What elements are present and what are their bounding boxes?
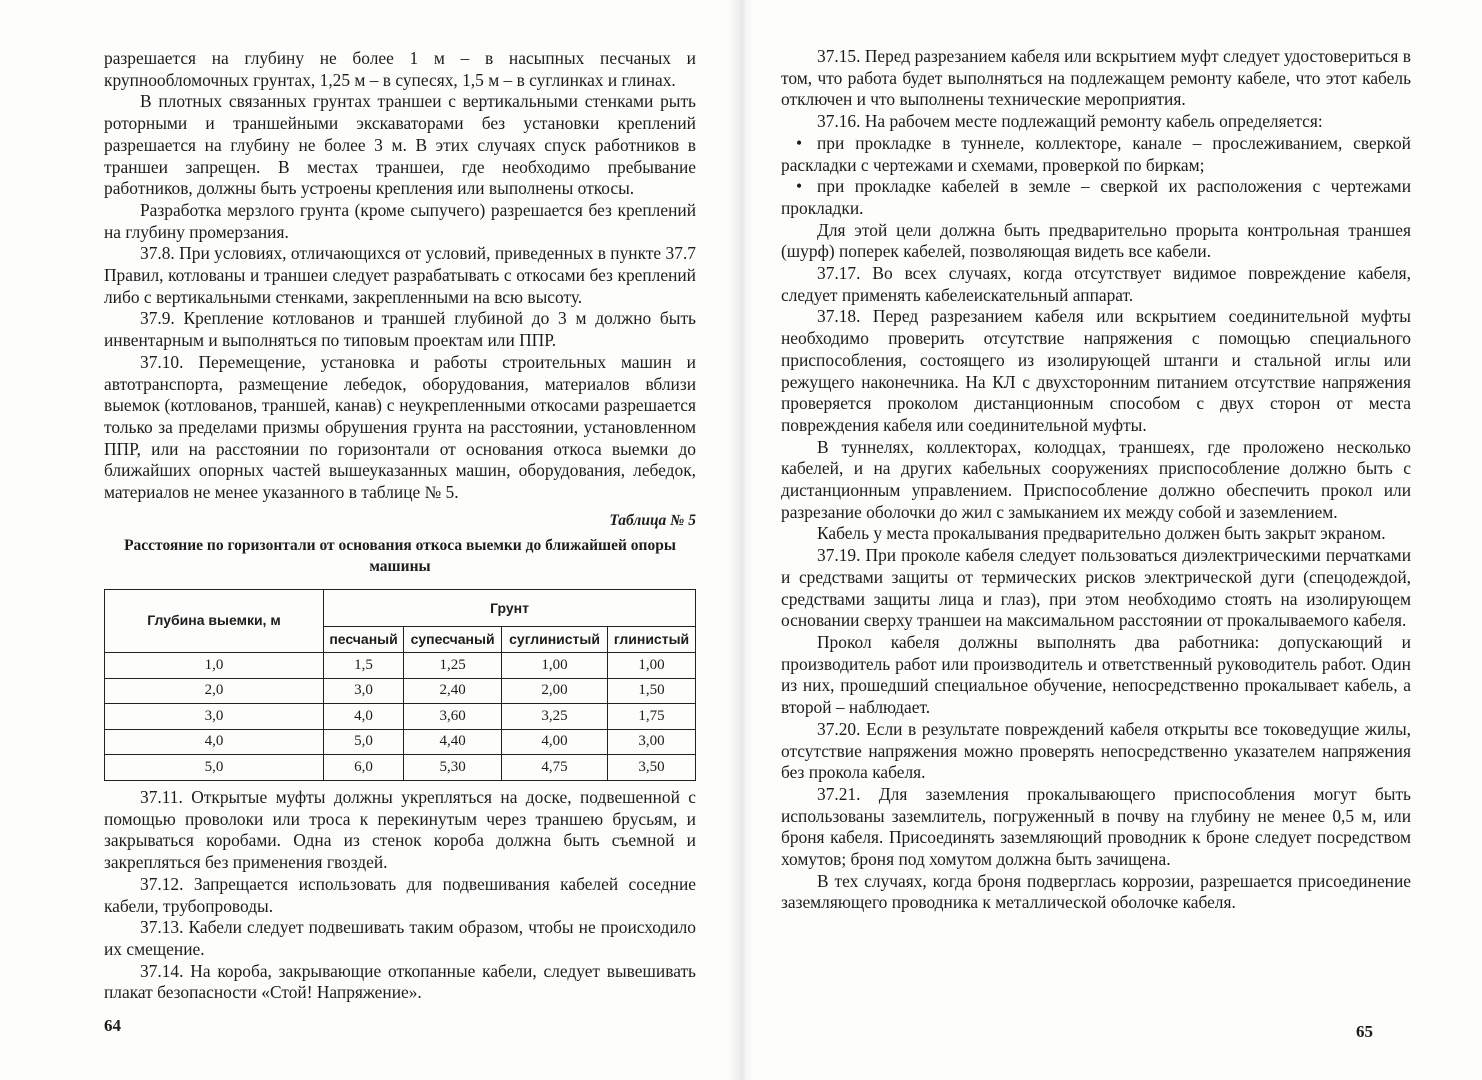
table-cell: 5,0 [324, 729, 404, 755]
table-cell: 2,40 [404, 678, 502, 704]
paragraph: 37.20. Если в результате повреждений кабеля открыты все токоведущие жилы, отсутствие напряжения можно проверять непосредственно указателем напряжения без прокола кабеля. [781, 718, 1411, 783]
right-page [741, 0, 1482, 1080]
paragraph: 37.11. Открытые муфты должны укрепляться на доске, подвешенной с помощью проволоки или троса к перекинутым через траншею брусьям, и закрываться коробами. Одна из стенок короба должна быть съемной и закрепляться без применения гвоздей. [104, 787, 696, 873]
table-cell: 1,00 [608, 653, 696, 679]
table-cell: 1,00 [502, 653, 608, 679]
distance-table [104, 589, 696, 781]
table-cell: 2,0 [105, 678, 324, 704]
paragraph: В тех случаях, когда броня подверглась коррозии, разрешается присоединение заземляющего проводника к металлической оболочке кабеля. [781, 870, 1411, 913]
bullet-icon: • [795, 132, 803, 153]
table-cell: 4,40 [404, 729, 502, 755]
table-row [105, 678, 696, 704]
paragraph: 37.8. При условиях, отличающихся от условий, приведенных в пункте 37.7 Правил, котлованы и траншеи следует разрабатывать с откосами без креплений либо с вертикальными стенками, закрепленными на всю высоту. [104, 243, 696, 307]
table-title: Расстояние по горизонтали от основания откоса выемки до ближайшей опоры машины [124, 537, 676, 576]
right-text-column [781, 46, 1411, 914]
table-cell: 3,00 [608, 729, 696, 755]
table-cell: 4,00 [502, 729, 608, 755]
paragraph: Для этой цели должна быть предварительно прорыта контрольная траншея (шурф) поперек кабелей, позволяющая видеть все кабели. [781, 219, 1411, 262]
paragraph: 37.13. Кабели следует подвешивать таким образом, чтобы не происходило их смещение. [104, 917, 696, 959]
soil-column-header: суглинистый [502, 627, 608, 653]
table-cell: 3,0 [324, 678, 404, 704]
paragraph: 37.15. Перед разрезанием кабеля или вскрытием муфт следует удостовериться в том, что работа будет выполняться на подлежащем ремонту кабеле, что этот кабель отключен и что выполнены технические мероприятия. [781, 46, 1411, 110]
soil-column-header: глинистый [608, 627, 696, 653]
table-row [105, 704, 696, 730]
table-caption: Таблица № 5 [609, 511, 696, 529]
table-cell: 3,0 [105, 704, 324, 730]
table-cell: 1,25 [404, 653, 502, 679]
paragraph: разрешается на глубину не более 1 м – в насыпных песчаных и крупнообломочных грунтах, 1,25 м – в супесях, 1,5 м – в суглинках и глинах. [104, 48, 696, 90]
bullet-text: при прокладке в туннеле, коллекторе, канале – прослеживанием, сверкой раскладки с чертежами и схемами, проверкой по биркам; [781, 132, 1411, 175]
paragraph: 37.9. Крепление котлованов и траншей глубиной до 3 м должно быть инвентарным и выполняться по типовым проектам или ППР. [104, 308, 696, 351]
bullet-text: при прокладке кабелей в земле – сверкой их расположения с чертежами прокладки. [781, 176, 1411, 218]
bullet-icon: • [795, 176, 803, 197]
page-number: 65 [1356, 1022, 1373, 1041]
table-cell: 4,75 [502, 755, 608, 781]
paragraph: В плотных связанных грунтах траншеи с вертикальными стенками рыть роторными и траншейными экскаваторами без установки креплений разрешается на глубину не более 3 м. В этих случаях спуск работников в траншеи запрещен. В местах траншеи, где необходимо пребывание работников, должны быть устроены крепления или выполнены откосы. [104, 91, 696, 199]
table-cell: 1,0 [105, 653, 324, 679]
paragraph: Кабель у места прокалывания предварительно должен быть закрыт экраном. [817, 523, 1386, 544]
paragraph: Разработка мерзлого грунта (кроме сыпучего) разрешается без креплений на глубину промерзания. [104, 199, 696, 242]
table-cell: 3,60 [404, 704, 502, 730]
table-cell: 4,0 [105, 729, 324, 755]
table-cell: 1,75 [608, 704, 696, 730]
table-cell: 1,5 [324, 653, 404, 679]
paragraph: 37.16. На рабочем месте подлежащий ремонту кабель определяется: [817, 111, 1323, 132]
left-page [0, 0, 740, 1080]
paragraph: 37.14. На короба, закрывающие откопанные кабели, следует вывешивать плакат безопасности «Стой! Напряжение». [104, 960, 696, 1003]
soil-column-header: песчаный [324, 627, 404, 653]
paragraph: 37.21. Для заземления прокалывающего приспособления могут быть использованы заземлитель, погруженный в почву на глубину не менее 0,5 м, или броня кабеля. Присоединять заземляющий проводник к броне следует посредством хомутов; броня под хомутом должна быть зачищена. [781, 783, 1411, 870]
table-cell: 2,00 [502, 678, 608, 704]
bullet-item [781, 133, 1411, 176]
table-row [105, 729, 696, 755]
page-number: 64 [104, 1016, 121, 1035]
table-cell: 5,0 [105, 755, 324, 781]
paragraph: 37.12. Запрещается использовать для подвешивания кабелей соседние кабели, трубопроводы. [104, 873, 696, 916]
table-cell: 4,0 [324, 704, 404, 730]
paragraph: 37.17. Во всех случаях, когда отсутствует видимое повреждение кабеля, следует применять кабелеискательный аппарат. [781, 263, 1411, 305]
bullet-item [781, 176, 1411, 219]
table-cell: 6,0 [324, 755, 404, 781]
left-text-column [104, 48, 696, 1004]
paragraph: В туннелях, коллекторах, колодцах, траншеях, где проложено несколько кабелей, и на других кабельных сооружениях приспособление должно быть с дистанционным управлением. Приспособление должно обеспечить прокол или разрезание оболочки до жил с замыканием их между собой и заземлением. [781, 436, 1411, 522]
depth-header: Глубина выемки, м [105, 590, 324, 653]
paragraph: Прокол кабеля должны выполнять два работника: допускающий и производитель работ или производитель и ответственный руководитель работ. Один из них, прошедший специальное обучение, непосредственно прокалывает кабель, а второй – наблюдает. [781, 631, 1411, 718]
paragraph: 37.19. При проколе кабеля следует пользоваться диэлектрическими перчатками и средствами защиты от термических рисков электрической дуги (спецодеждой, средствами защиты лица и глаз), при этом необходимо стоять на изолирующем основании сверху траншеи на максимальном расстоянии от прокалываемого кабеля. [781, 545, 1411, 631]
table-cell: 3,25 [502, 704, 608, 730]
table-row [105, 653, 696, 679]
soil-header: Грунт [324, 590, 696, 627]
paragraph: 37.10. Перемещение, установка и работы строительных машин и автотранспорта, размещение лебедок, оборудования, материалов вблизи выемок (котлованов, траншей, канав) с неукрепленными откосами разрешается только за пределами призмы обрушения грунта на расстоянии, установленном ППР, или на расстоянии по горизонтали от основания откоса выемки до ближайших опорных частей вышеуказанных машин, оборудования, лебедок, материалов не менее указанного в таблице № 5. [104, 351, 696, 503]
soil-column-header: супесчаный [404, 627, 502, 653]
paragraph: 37.18. Перед разрезанием кабеля или вскрытием соединительной муфты необходимо проверить отсутствие напряжения с помощью специального приспособления, состоящего из изолирующей штанги и стальной иглы или режущего наконечника. На КЛ с двухсторонним питанием отсутствие напряжения проверяется проколом дистанционным способом с двух сторон от места повреждения кабеля или соединительной муфты. [781, 306, 1411, 435]
table-cell: 3,50 [608, 755, 696, 781]
table-row [105, 755, 696, 781]
table-cell: 5,30 [404, 755, 502, 781]
table-cell: 1,50 [608, 678, 696, 704]
